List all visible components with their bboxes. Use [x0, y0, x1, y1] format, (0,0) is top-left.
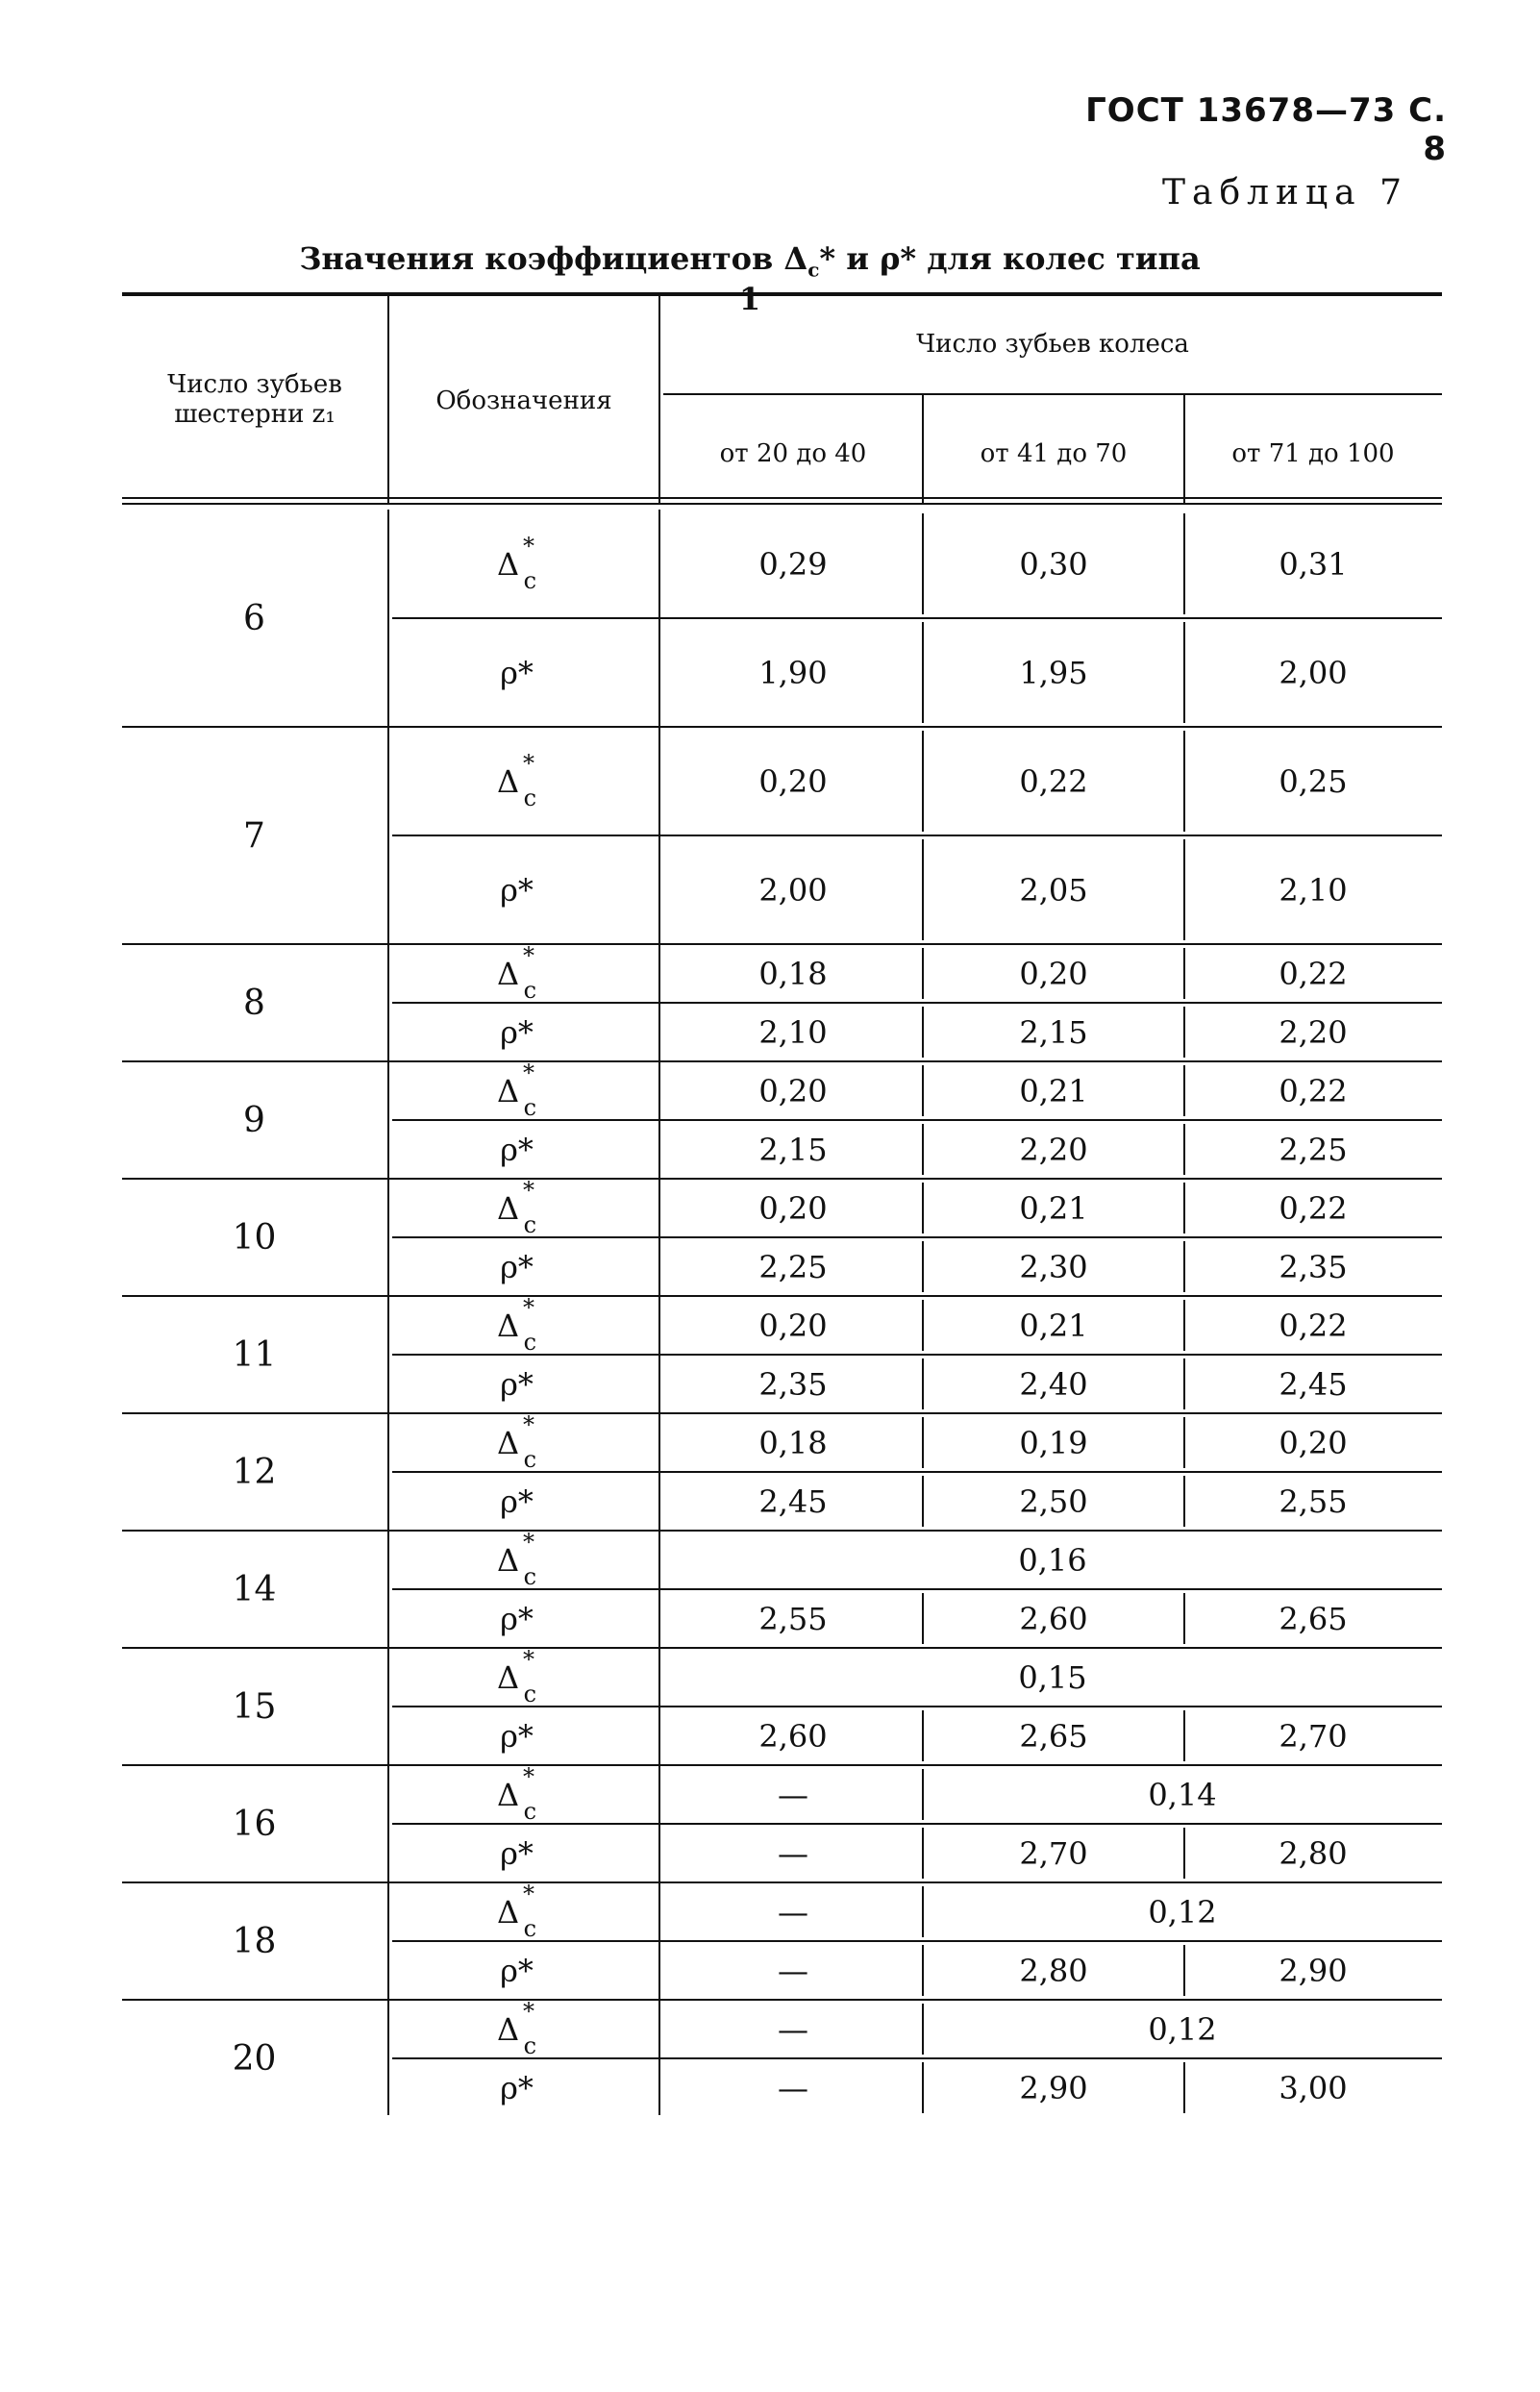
delta-row-value: 0,20	[1019, 955, 1088, 992]
rho-star-symbol: ρ*	[500, 1131, 534, 1168]
delta-row-value: 0,22	[1279, 1307, 1348, 1344]
rho-row-value: 2,20	[1279, 1013, 1348, 1051]
delta-star: *	[523, 532, 535, 560]
delta-c-star-symbol	[496, 1410, 537, 1473]
pinion-teeth-cell: 12	[232, 1452, 277, 1492]
symbol-delta-c	[389, 1997, 644, 2059]
rho-row-value: 2,80	[1019, 1952, 1088, 1989]
rho-row-value: 2,55	[1279, 1483, 1348, 1520]
pinion-teeth-cell: 15	[232, 1686, 277, 1727]
rho-row-value: 2,25	[1279, 1131, 1348, 1168]
delta-subscript: c	[523, 1445, 537, 1473]
delta-c-star-symbol	[496, 749, 537, 811]
delta-base: Δ	[496, 1893, 520, 1931]
rho-row-value: 2,45	[1279, 1365, 1348, 1403]
rho-row-value: 2,00	[758, 871, 828, 909]
rho-star-symbol: ρ*	[500, 1483, 534, 1520]
rho-row-value: —	[778, 2069, 808, 2106]
delta-base: Δ	[496, 1424, 520, 1461]
symbol-rho	[389, 2058, 644, 2117]
header-range-2: от 41 до 70	[980, 439, 1128, 468]
rho-star-symbol: ρ*	[500, 1952, 534, 1989]
delta-row-value: 0,22	[1279, 1189, 1348, 1227]
pinion-teeth-cell: 9	[243, 1100, 265, 1140]
delta-row-value: 0,31	[1279, 545, 1348, 583]
delta-base: Δ	[496, 1072, 520, 1109]
delta-row-value: 0,29	[758, 545, 828, 583]
delta-row-value: 0,20	[758, 1072, 828, 1109]
rho-row-value: 2,60	[758, 1717, 828, 1755]
delta-subscript: c	[523, 1210, 537, 1238]
symbol-rho	[389, 1237, 644, 1296]
symbol-rho	[389, 1120, 644, 1179]
delta-subscript: c	[523, 1914, 537, 1942]
delta-base: Δ	[496, 2010, 520, 2048]
delta-base: Δ	[496, 1541, 520, 1579]
symbol-delta-c	[389, 1882, 644, 1941]
symbol-delta-c	[389, 1410, 644, 1473]
pinion-teeth-cell: 7	[243, 815, 265, 856]
symbol-delta-c	[389, 1061, 644, 1120]
symbol-delta-c	[389, 1293, 644, 1356]
rho-row-value: —	[778, 1834, 808, 1872]
delta-base: Δ	[496, 955, 520, 992]
pinion-teeth-cell: 16	[232, 1804, 277, 1844]
delta-star: *	[523, 1645, 535, 1673]
delta-row-value: 0,19	[1019, 1424, 1088, 1461]
header-wheel-teeth: Число зубьев колеса	[916, 330, 1189, 359]
symbol-rho	[389, 1707, 644, 1765]
title-rest: * и ρ* для колес типа 1	[738, 240, 1201, 318]
title-subscript: c	[807, 258, 820, 282]
delta-row-value: 0,30	[1019, 545, 1088, 583]
delta-star: *	[523, 1762, 535, 1790]
delta-subscript: c	[523, 566, 537, 594]
rho-row-value: 2,10	[758, 1013, 828, 1051]
delta-subscript: c	[523, 1562, 537, 1590]
delta-star: *	[523, 1528, 535, 1556]
delta-row-value-merged: 0,14	[1148, 1776, 1217, 1813]
delta-c-star-symbol	[496, 1880, 537, 1942]
delta-c-star-symbol	[496, 1997, 537, 2059]
delta-c-star-symbol	[496, 941, 537, 1004]
pinion-teeth-cell: 20	[232, 2038, 277, 2079]
rho-star-symbol: ρ*	[500, 1600, 534, 1637]
symbol-rho	[389, 618, 644, 727]
rho-row-value: 2,10	[1279, 871, 1348, 909]
rho-star-symbol: ρ*	[500, 871, 534, 909]
delta-row-value: 0,21	[1019, 1307, 1088, 1344]
title-prefix: Значения коэффициентов Δ	[299, 240, 808, 277]
delta-row-value: 0,20	[758, 762, 828, 800]
pinion-teeth-cell: 11	[232, 1334, 277, 1375]
delta-star: *	[523, 1880, 535, 1907]
delta-c-star-symbol	[496, 1059, 537, 1121]
symbol-delta-c	[389, 1645, 644, 1707]
delta-row-value: 0,22	[1279, 1072, 1348, 1109]
delta-star: *	[523, 1059, 535, 1086]
delta-subscript: c	[523, 1093, 537, 1121]
header-designation: Обозначения	[435, 386, 612, 415]
header-range-1: от 20 до 40	[719, 439, 867, 468]
pinion-teeth-cell: 6	[243, 598, 265, 638]
delta-row-value: 0,22	[1019, 762, 1088, 800]
rho-row-value: 1,90	[758, 654, 828, 691]
delta-row-value: 0,18	[758, 955, 828, 992]
rho-row-value: 1,95	[1019, 654, 1088, 691]
rho-row-value: 2,35	[758, 1365, 828, 1403]
symbol-delta-c	[389, 1762, 644, 1825]
delta-subscript: c	[523, 1797, 537, 1825]
rho-row-value: 2,40	[1019, 1365, 1088, 1403]
table-label: Таблица 7	[1162, 173, 1408, 212]
delta-base: Δ	[496, 1189, 520, 1227]
delta-c-star-symbol	[496, 1645, 537, 1707]
delta-base: Δ	[496, 1307, 520, 1344]
rho-row-value: 2,70	[1019, 1834, 1088, 1872]
rho-row-value: 3,00	[1279, 2069, 1348, 2106]
delta-star: *	[523, 1176, 535, 1204]
delta-c-star-symbol	[496, 532, 537, 594]
delta-row-value: 0,21	[1019, 1072, 1088, 1109]
pinion-teeth-cell: 10	[232, 1217, 277, 1258]
rho-star-symbol: ρ*	[500, 2069, 534, 2106]
delta-row-value: 0,20	[758, 1307, 828, 1344]
rho-row-value: —	[778, 1952, 808, 1989]
rho-row-value: 2,90	[1019, 2069, 1088, 2106]
pinion-teeth-cell: 8	[243, 983, 265, 1023]
delta-row-value: —	[778, 1893, 808, 1931]
delta-row-value: 0,20	[758, 1189, 828, 1227]
rho-row-value: 2,50	[1019, 1483, 1088, 1520]
symbol-rho	[389, 1824, 644, 1882]
rho-row-value: 2,15	[758, 1131, 828, 1168]
rho-row-value: 2,15	[1019, 1013, 1088, 1051]
symbol-delta-c	[389, 941, 644, 1004]
rho-star-symbol: ρ*	[500, 1013, 534, 1051]
delta-subscript: c	[523, 1680, 537, 1707]
delta-row-value: 0,20	[1279, 1424, 1348, 1461]
symbol-rho	[389, 1355, 644, 1413]
rho-row-value: 2,00	[1279, 654, 1348, 691]
header-pinion-teeth: Число зубьев шестерни z₁	[167, 370, 342, 429]
symbol-delta-c	[389, 1176, 644, 1238]
symbol-rho	[389, 1589, 644, 1648]
rho-row-value: 2,60	[1019, 1600, 1088, 1637]
symbol-rho	[389, 1472, 644, 1531]
pinion-teeth-cell: 18	[232, 1921, 277, 1961]
delta-star: *	[523, 1410, 535, 1438]
delta-c-star-symbol	[496, 1176, 537, 1238]
delta-row-value: 0,25	[1279, 762, 1348, 800]
rho-row-value: 2,70	[1279, 1717, 1348, 1755]
rho-row-value: 2,45	[758, 1483, 828, 1520]
delta-star: *	[523, 749, 535, 777]
rho-row-value: 2,35	[1279, 1248, 1348, 1285]
delta-star: *	[523, 941, 535, 969]
symbol-delta-c	[389, 510, 644, 618]
header-range-3: от 71 до 100	[1231, 439, 1395, 468]
delta-base: Δ	[496, 1776, 520, 1813]
delta-subscript: c	[523, 2031, 537, 2059]
rho-row-value: 2,90	[1279, 1952, 1348, 1989]
pinion-teeth-cell: 14	[232, 1569, 277, 1609]
symbol-delta-c	[389, 1528, 644, 1590]
symbol-rho	[389, 1003, 644, 1061]
rho-star-symbol: ρ*	[500, 1365, 534, 1403]
delta-subscript: c	[523, 976, 537, 1004]
delta-row-value: —	[778, 2010, 808, 2048]
delta-subscript: c	[523, 1328, 537, 1356]
symbol-rho	[389, 1941, 644, 2000]
delta-c-star-symbol	[496, 1293, 537, 1356]
delta-row-value-merged: 0,12	[1148, 2010, 1217, 2048]
delta-row-value-merged: 0,12	[1148, 1893, 1217, 1931]
delta-base: Δ	[496, 545, 520, 583]
delta-row-value: 0,18	[758, 1424, 828, 1461]
delta-c-star-symbol	[496, 1528, 537, 1590]
rho-star-symbol: ρ*	[500, 1834, 534, 1872]
standard-reference: ГОСТ 13678—73 С. 8	[1085, 91, 1447, 168]
symbol-delta-c	[389, 727, 644, 835]
delta-row-value-merged: 0,16	[1018, 1541, 1087, 1579]
delta-row-value-merged: 0,15	[1018, 1658, 1087, 1696]
delta-base: Δ	[496, 762, 520, 800]
rho-row-value: 2,80	[1279, 1834, 1348, 1872]
symbol-rho	[389, 835, 644, 944]
delta-star: *	[523, 1293, 535, 1321]
rho-star-symbol: ρ*	[500, 654, 534, 691]
delta-row-value: —	[778, 1776, 808, 1813]
rho-row-value: 2,30	[1019, 1248, 1088, 1285]
delta-row-value: 0,21	[1019, 1189, 1088, 1227]
rho-row-value: 2,65	[1279, 1600, 1348, 1637]
rho-row-value: 2,55	[758, 1600, 828, 1637]
delta-subscript: c	[523, 784, 537, 811]
delta-row-value: 0,22	[1279, 955, 1348, 992]
rho-row-value: 2,25	[758, 1248, 828, 1285]
rho-star-symbol: ρ*	[500, 1717, 534, 1755]
delta-star: *	[523, 1997, 535, 2025]
delta-c-star-symbol	[496, 1762, 537, 1825]
rho-row-value: 2,20	[1019, 1131, 1088, 1168]
rho-row-value: 2,65	[1019, 1717, 1088, 1755]
delta-base: Δ	[496, 1658, 520, 1696]
rho-star-symbol: ρ*	[500, 1248, 534, 1285]
rho-row-value: 2,05	[1019, 871, 1088, 909]
